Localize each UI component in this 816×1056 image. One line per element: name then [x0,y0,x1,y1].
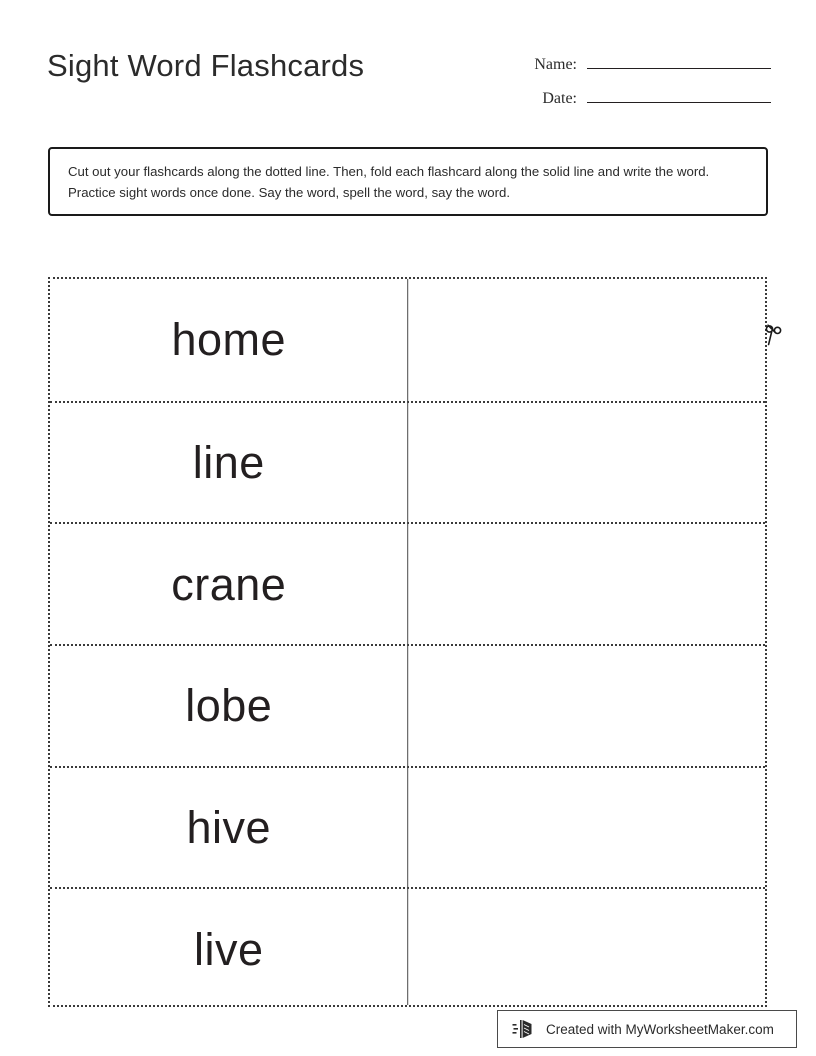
page-title: Sight Word Flashcards [47,48,365,83]
name-field-row [513,48,771,82]
footer-credit-text: Created with MyWorksheetMaker.com [546,1021,774,1037]
date-field-label: Date: [542,90,577,107]
instruction-text: Cut out your flashcards along the dotted line. Then, fold each flashcard along the solid line and write the word. Practice sight words once done. Say the word, spell the word, say the word. [68,164,710,200]
sight-word: live [193,923,264,975]
flashcard-back-write-area[interactable] [408,403,766,523]
myworksheetmaker-logo-icon [512,1018,538,1040]
instruction-box [48,147,768,216]
date-field-row [513,82,771,116]
flashcard-front [50,646,408,766]
flashcard-back-write-area[interactable] [408,279,766,401]
flashcard-front [50,403,408,523]
footer-badge[interactable] [497,1010,797,1048]
sight-word: lobe [185,680,273,732]
flashcard-back-write-area[interactable] [408,524,766,644]
flashcard-back-write-area[interactable] [408,889,766,1009]
date-input-line[interactable] [587,82,771,103]
sight-word: home [171,314,287,366]
name-date-block [513,48,771,116]
flashcard-front [50,889,408,1009]
flashcard-front [50,524,408,644]
sight-word: crane [171,558,287,610]
scissors-icon [762,322,786,350]
sight-word: line [192,436,265,488]
sight-word: hive [186,801,272,853]
name-input-line[interactable] [587,48,771,69]
flashcard-front [50,768,408,888]
flashcard-front [50,279,408,401]
flashcard-back-write-area[interactable] [408,768,766,888]
flashcard-back-write-area[interactable] [408,646,766,766]
flashcard-grid [48,277,767,1007]
fold-line [407,279,408,1005]
name-field-label: Name: [534,56,577,73]
